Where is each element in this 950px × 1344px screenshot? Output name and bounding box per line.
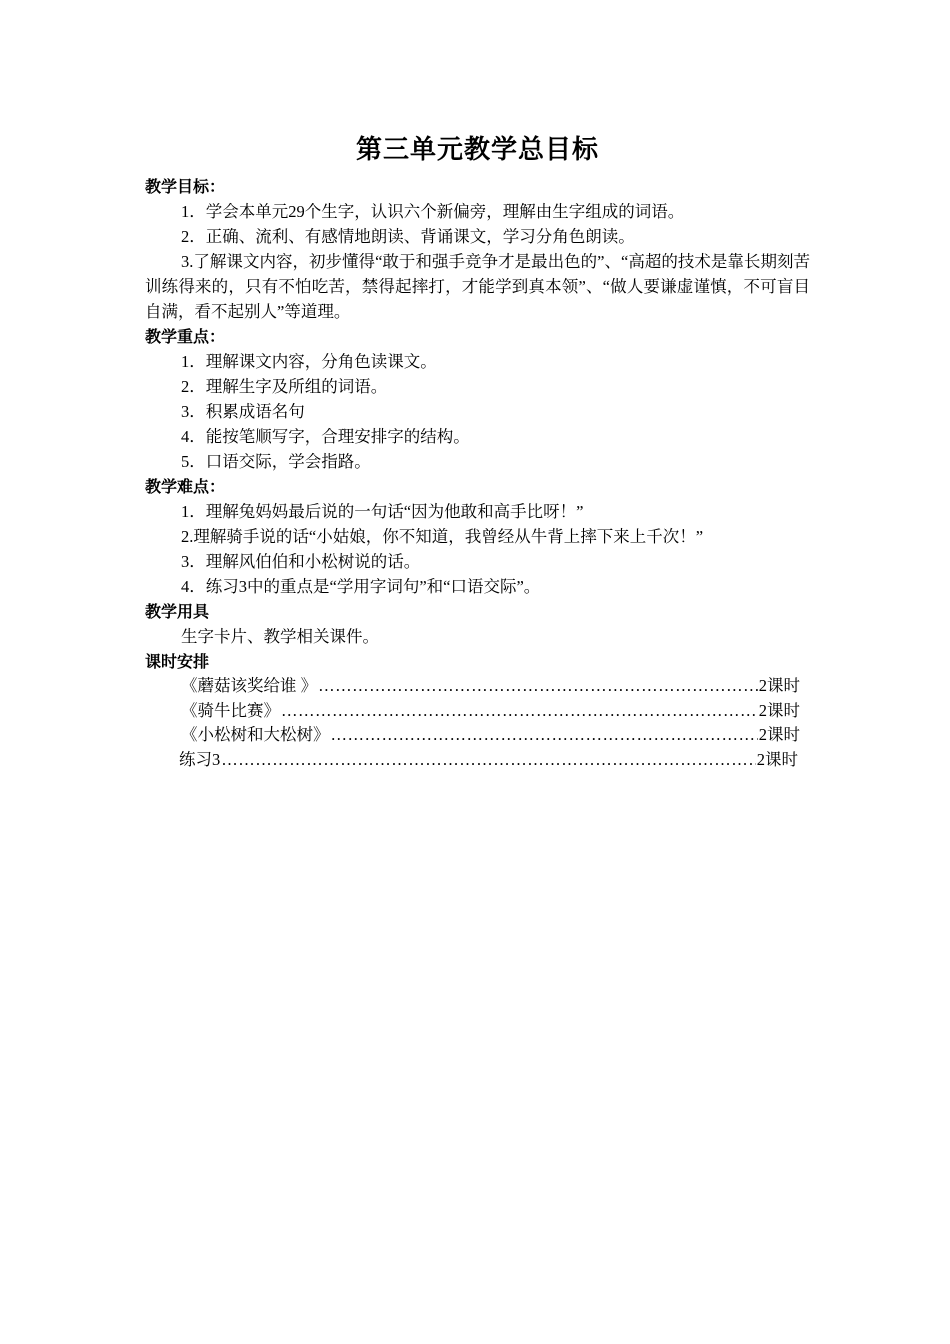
goal-item: 3.了解课文内容，初步懂得“敢于和强手竞争才是最出色的”、“高超的技术是靠长期刻苦训练得来的，只有不怕吃苦，禁得起摔打，才能学到真本领”、“做人要谦虚谨慎，不可盲目自满，看不起别人”等道理。 (145, 252, 810, 321)
tools-item: 生字卡片、教学相关课件。 (181, 627, 379, 646)
difficulty-item: 1．理解兔妈妈最后说的一句话“因为他敢和高手比呀！” (181, 502, 584, 521)
section-schedule (145, 649, 810, 772)
document-title: 第三单元教学总目标 (355, 135, 599, 165)
leader-dots (221, 748, 756, 773)
schedule-lesson-hours: 2课时 (756, 749, 798, 769)
leader-dots (318, 674, 758, 699)
leader-dots (331, 723, 758, 748)
schedule-row (145, 674, 800, 699)
schedule-lesson-hours: 2课时 (758, 700, 800, 720)
section-heading-difficulties: 教学难点： (145, 477, 226, 496)
key-point-item: 3．积累成语名句 (181, 402, 305, 421)
key-point-item: 5．口语交际，学会指路。 (181, 452, 371, 471)
schedule-lesson-hours: 2课时 (758, 676, 800, 695)
section-heading-goals: 教学目标： (145, 177, 226, 196)
schedule-row (145, 748, 798, 773)
section-difficulties (145, 474, 810, 599)
schedule-lesson-name: 《小松树和大松树》 (181, 725, 330, 744)
section-goals (145, 174, 810, 324)
section-tools (145, 599, 810, 649)
schedule-lesson-name: 练习3 (179, 749, 221, 769)
difficulty-item: 3．理解风伯伯和小松树说的话。 (181, 552, 421, 571)
leader-dots (281, 699, 758, 724)
section-heading-key-points: 教学重点： (145, 327, 226, 346)
schedule-lesson-hours: 2课时 (758, 725, 800, 744)
difficulty-item: 4．练习3中的重点是“学用字词句”和“口语交际”。 (181, 577, 541, 596)
difficulty-item: 2.理解骑手说的话“小姑娘，你不知道，我曾经从牛背上摔下来上千次！” (181, 527, 704, 546)
schedule-row (145, 723, 800, 748)
key-point-item: 4．能按笔顺写字，合理安排字的结构。 (181, 427, 470, 446)
section-key-points (145, 324, 810, 474)
schedule-lesson-name: 《骑牛比赛》 (181, 700, 280, 720)
section-heading-tools: 教学用具 (145, 602, 210, 621)
key-point-item: 2．理解生字及所组的词语。 (181, 377, 388, 396)
schedule-lesson-name: 《蘑菇该奖给谁 》 (181, 676, 318, 695)
section-heading-schedule: 课时安排 (145, 652, 210, 671)
document-content (145, 130, 810, 772)
key-point-item: 1．理解课文内容，分角色读课文。 (181, 352, 437, 371)
goal-item: 2．正确、流利、有感情地朗读、背诵课文，学习分角色朗读。 (181, 227, 635, 246)
goal-item: 1．学会本单元29个生字，认识六个新偏旁，理解由生字组成的词语。 (181, 202, 685, 221)
schedule-row (145, 699, 800, 724)
